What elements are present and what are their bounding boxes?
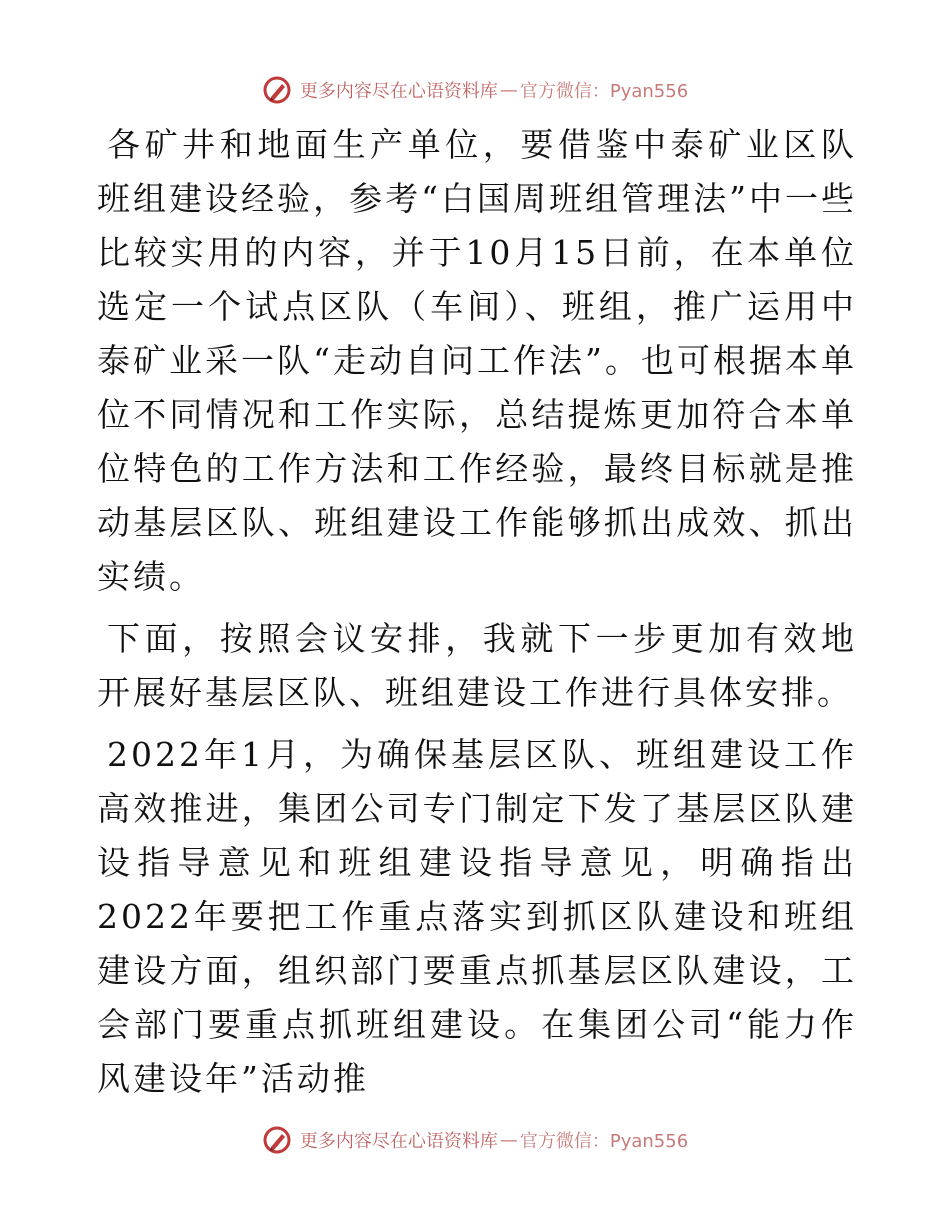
pen-logo-icon [262, 1125, 292, 1155]
watermark-brand: 更多内容尽在心语资料库 [299, 81, 498, 102]
watermark-separator: — [499, 79, 518, 101]
pen-logo-icon [262, 75, 292, 105]
watermark-wechat: 官方微信：Pyan556 [519, 1131, 689, 1152]
paragraph-2: 下面，按照会议安排，我就下一步更加有效地开展好基层区队、班组建设工作进行具体安排。 [97, 619, 857, 712]
watermark-separator: — [499, 1129, 518, 1151]
header-watermark [0, 70, 950, 110]
paragraph-1: 各矿井和地面生产单位，要借鉴中泰矿业区队班组建设经验，参考“白国周班组管理法”中一些比较实用的内容，并于10月15日前，在本单位选定一个试点区队（车间）、班组，推广运用中泰矿业采一队“走动自问工作法”。也可根据本单位不同情况和工作实际，总结提炼更加符合本单位特色的工作方法和工作经验，最终目标就是推动基层区队、班组建设工作能够抓出成效、抓出实绩。 [97, 125, 857, 596]
paragraph-3: 2022年1月，为确保基层区队、班组建设工作高效推进，集团公司专门制定下发了基层区队建设指导意见和班组建设指导意见，明确指出2022年要把工作重点落实到抓区队建设和班组建设方面，组织部门要重点抓基层区队建设，工会部门要重点抓班组建设。在集团公司“能力作风建设年”活动推 [97, 735, 857, 1098]
document-body [97, 118, 857, 1114]
watermark-wechat: 官方微信：Pyan556 [519, 81, 689, 102]
footer-watermark [0, 1120, 950, 1160]
watermark-brand: 更多内容尽在心语资料库 [299, 1131, 498, 1152]
